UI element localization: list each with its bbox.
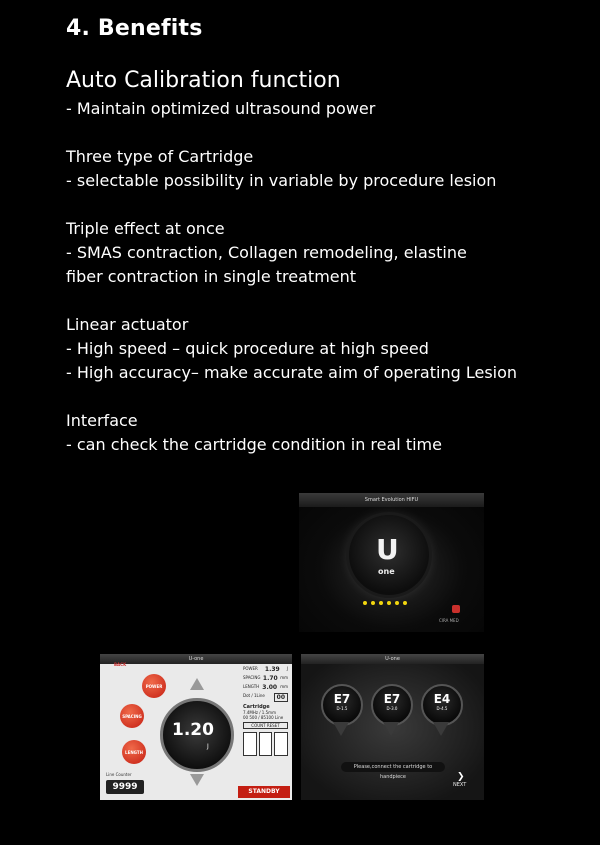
section-line: - selectable possibility in variable by procedure lesion (66, 171, 497, 190)
cartridge-count: 00 500 / 85100 Line (243, 715, 284, 720)
loading-dot (403, 601, 407, 605)
cartridge-code: E7 (383, 692, 401, 706)
logo-letter: U (376, 533, 399, 566)
cartridge-info: 7.4MHz / 1.5mm (243, 710, 276, 715)
pin-tip (433, 722, 449, 736)
cartridge-pin (321, 684, 363, 726)
loading-dot (363, 601, 367, 605)
splash-screenshot (299, 493, 484, 632)
section-title: Auto Calibration function (66, 68, 341, 93)
power-unit: J (286, 666, 288, 671)
section-line: fiber contraction in single treatment (66, 267, 357, 286)
spacing-value: 1.70 (262, 675, 278, 682)
section-title: Linear actuator (66, 315, 189, 334)
pin-tip (383, 722, 399, 736)
cartridge-depth: D-3.0 (386, 706, 398, 711)
cartridge-pin (421, 684, 463, 726)
cartridge-depth: D-4.5 (436, 706, 448, 711)
power-label: POWER (243, 666, 258, 671)
section-title: Triple effect at once (66, 219, 225, 238)
loading-dot (395, 601, 399, 605)
cartridge-code: E7 (333, 692, 351, 706)
section-line: - High speed – quick procedure at high speed (66, 339, 429, 358)
line-counter-label: Line Counter (106, 772, 132, 777)
cartridge-depth: D-1.5 (336, 706, 348, 711)
logo-word: one (378, 567, 395, 576)
dial-value: 1.20 (172, 720, 214, 740)
slot-box (243, 732, 257, 756)
count-reset-button: COUNT RESET (243, 722, 288, 729)
spacing-button: SPACING (120, 704, 144, 728)
loading-dot (387, 601, 391, 605)
brand-logo-icon (452, 605, 460, 613)
section-title: Three type of Cartridge (66, 147, 254, 166)
page-heading: 4. Benefits (66, 16, 203, 41)
section-line: - can check the cartridge condition in real time (66, 435, 442, 454)
section-title: Interface (66, 411, 138, 430)
increase-arrow-icon (190, 678, 204, 690)
section-line: - High accuracy– make accurate aim of operating Lesion (66, 363, 518, 382)
next-label: NEXT (453, 782, 467, 788)
settings-panel (243, 666, 288, 784)
next-arrow-icon: ❯ (457, 772, 465, 782)
dial-unit: J (207, 743, 209, 750)
connect-message: Please,connect the cartridge to handpiece (341, 762, 445, 772)
spacing-unit: mm (280, 675, 288, 680)
cartridge-slots (243, 732, 288, 756)
length-unit: mm (280, 684, 288, 689)
dot-value: 00 (274, 693, 288, 702)
section-line: - SMAS contraction, Collagen remodeling, elastine (66, 243, 467, 262)
pin-tip (333, 722, 349, 736)
decrease-arrow-icon (190, 774, 204, 786)
dot-label: Dot / 1Line (243, 693, 265, 698)
standby-badge: STANDBY (238, 786, 290, 798)
control-screenshot (100, 654, 292, 800)
cartridge-label: Cartridge (243, 704, 270, 710)
loading-dot (371, 601, 375, 605)
cartridge-screenshot (301, 654, 484, 800)
power-button: POWER (142, 674, 166, 698)
section-line: - Maintain optimized ultrasound power (66, 99, 376, 118)
cartridge-code: E4 (433, 692, 451, 706)
cartridge-header: U-one (301, 654, 484, 664)
brand-name: CIRA MED (439, 618, 459, 623)
power-value: 1.39 (264, 666, 280, 673)
back-button: BACK (114, 662, 127, 667)
loading-dots (363, 601, 407, 605)
length-button: LENGTH (122, 740, 146, 764)
splash-topbar: Smart Evolution HIFU (299, 493, 484, 507)
slot-box (259, 732, 273, 756)
spacing-label: SPACING (243, 675, 261, 680)
length-label: LENGTH (243, 684, 260, 689)
length-value: 3.00 (262, 684, 278, 691)
cartridge-pin (371, 684, 413, 726)
control-header: U-one (100, 654, 292, 664)
slot-box (274, 732, 288, 756)
loading-dot (379, 601, 383, 605)
line-counter-value: 9999 (106, 780, 144, 794)
